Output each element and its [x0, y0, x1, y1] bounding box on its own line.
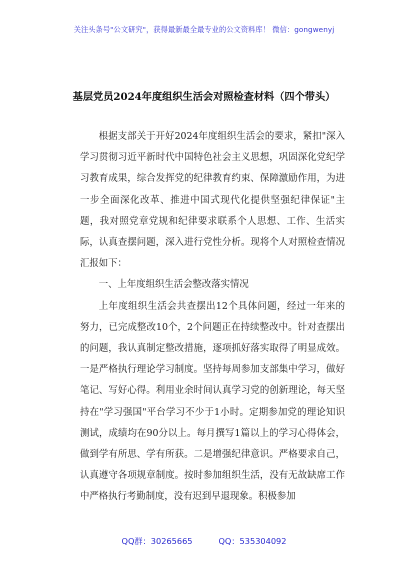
document-title: 基层党员2024年度组织生活会对照检查材料（四个带头） — [72, 91, 336, 103]
footer-contact — [0, 536, 408, 547]
intro-paragraph: 根据支部关于开好2024年度组织生活会的要求，紧扣"深入学习贯彻习近平新时代中国特色社会主义思想，巩固深化党纪学习教育成果，综合发挥党的纪律教育约束、保障激励作用，为进一步全面深化改革、推进中国式现代化提供坚强纪律保证"主题，我对照党章党规和纪律要求联系个人思想、工作、生活实际，认真查摆问题，深入进行党性分析。现将个人对照检查情况汇报如下： — [80, 131, 345, 270]
document-body — [80, 126, 345, 508]
section-heading: 一、上年度组织生活会整改落实情况 — [98, 279, 249, 291]
body-paragraph: 上年度组织生活会共查摆出12个具体问题，经过一年来的努力，已完成整改10个，2个问题正在持续整改中。针对查摆出的问题，我认真制定整改措施，逐项抓好落实取得了明显成效。一是严格执行理论学习制度。坚持每周参加支部集中学习，做好笔记、写好心得。利用业余时间认真学习党的创新理论，每天坚持在"学习强国"平台学习不少于1小时。定期参加党的理论知识测试，成绩均在90分以上。每月撰写1篇以上的学习心得体会，做到学有所思、学有所获。二是增强纪律意识。严格要求自己，认真遵守各项规章制度。按时参加组织生活，没有无故缺席工作中严格执行考勤制度，没有迟到早退现象。积极参加 — [80, 300, 345, 503]
header-promo-note: 关注头条号"公文研究"，获得最新最全最专业的公文资料库！ 微信：gongwenyj — [73, 25, 335, 34]
footer-qq-number: QQ：535304092 — [218, 536, 287, 546]
footer-qq-group: QQ群：30265665 — [121, 536, 193, 546]
